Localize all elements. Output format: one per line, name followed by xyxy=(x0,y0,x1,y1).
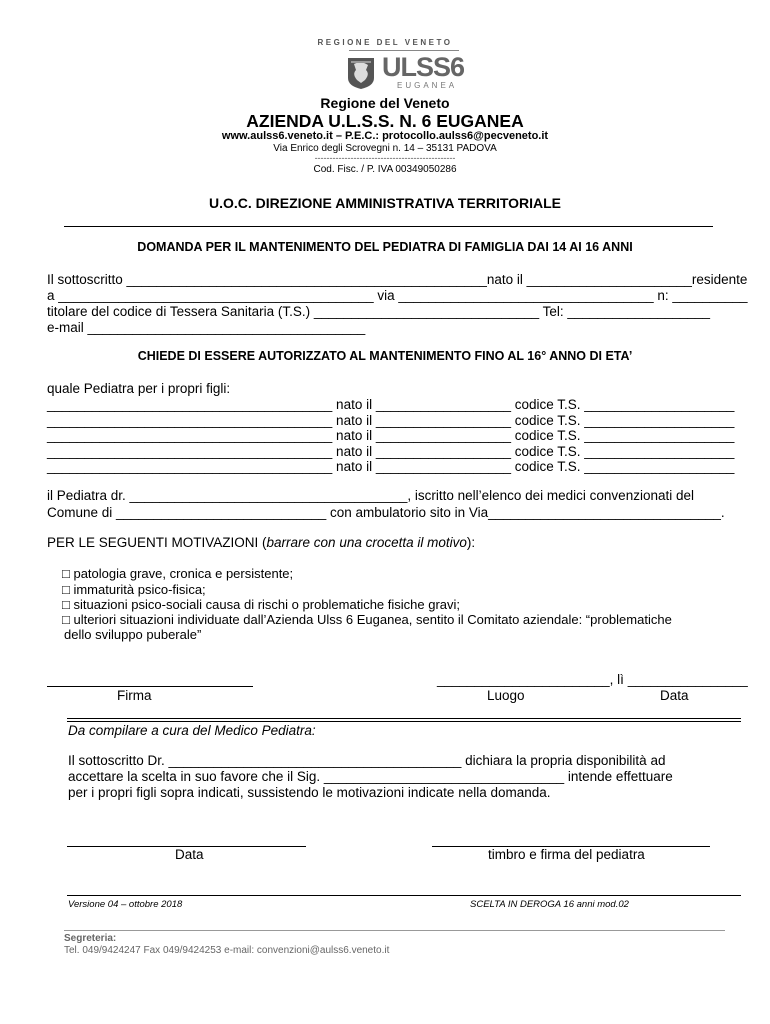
lion-crest-icon xyxy=(346,56,376,90)
medico-top-rule xyxy=(67,718,741,719)
data-label: Data xyxy=(660,688,689,703)
medico-line-1[interactable]: Il sottoscritto Dr. _______________________________________ dichiara la propria disponibilità ad xyxy=(68,753,666,768)
applicant-line-3[interactable]: titolare del codice di Tessera Sanitaria (T.S.) ______________________________ Tel: ___________________ xyxy=(47,304,711,319)
luogo-data-line[interactable]: _______________________, lì ________________ xyxy=(437,672,748,687)
motivations-intro xyxy=(47,535,475,550)
footer-rule xyxy=(67,895,741,896)
medico-line-3: per i propri figli sopra indicati, sussistendo le motivazioni indicate nella domanda. xyxy=(68,785,551,800)
motivations-intro-a: PER LE SEGUENTI MOTIVAZIONI ( xyxy=(47,535,267,550)
header-codice-fiscale: Cod. Fisc. / P. IVA 00349050286 xyxy=(313,164,457,175)
header-regione: Regione del Veneto xyxy=(320,95,450,111)
motivation-checkbox-4-cont: dello sviluppo puberale” xyxy=(64,627,202,642)
header-dashes: ----------------------------------------------- xyxy=(314,153,456,163)
header-web: www.aulss6.veneto.it – P.E.C.: protocollo.aulss6@pecveneto.it xyxy=(221,130,549,142)
logo-divider xyxy=(349,50,459,51)
children-intro: quale Pediatra per i propri figli: xyxy=(47,381,231,396)
firma-line[interactable] xyxy=(47,686,253,687)
motivation-checkbox-2[interactable]: □ immaturità psico-fisica; xyxy=(62,582,206,597)
medico-data-label: Data xyxy=(175,847,204,862)
logo-sub: EUGANEA xyxy=(397,81,458,90)
firma-label: Firma xyxy=(117,688,152,703)
uoc-title: U.O.C. DIREZIONE AMMINISTRATIVA TERRITORIALE xyxy=(208,195,562,211)
luogo-label: Luogo xyxy=(487,688,525,703)
segreteria-contacts: Tel. 049/9424247 Fax 049/9424253 e-mail: convenzioni@aulss6.veneto.it xyxy=(64,945,390,956)
child-row[interactable]: ______________________________________ nato il __________________ codice T.S. ____________________ xyxy=(47,444,735,459)
applicant-line-1[interactable]: Il sottoscritto ________________________________________________nato il ______________________residente xyxy=(47,272,748,287)
version-text: Versione 04 – ottobre 2018 xyxy=(68,899,183,910)
applicant-line-2[interactable]: a __________________________________________ via __________________________________ n: __________ xyxy=(47,288,748,303)
child-row[interactable]: ______________________________________ nato il __________________ codice T.S. ____________________ xyxy=(47,397,735,412)
child-row[interactable]: ______________________________________ nato il __________________ codice T.S. ____________________ xyxy=(47,428,735,443)
header-azienda: AZIENDA U.L.S.S. N. 6 EUGANEA xyxy=(246,111,524,131)
segreteria-rule xyxy=(64,930,725,931)
medico-heading: Da compilare a cura del Medico Pediatra: xyxy=(68,723,316,738)
request-heading: CHIEDE DI ESSERE AUTORIZZATO AL MANTENIMENTO FINO AL 16° ANNO DI ETA’ xyxy=(137,349,633,363)
medico-top-rule-2 xyxy=(67,721,741,722)
child-row[interactable]: ______________________________________ nato il __________________ codice T.S. ____________________ xyxy=(47,459,735,474)
motivations-intro-hint: barrare con una crocetta il motivo xyxy=(266,535,467,550)
pediatra-line-2[interactable]: Comune di ____________________________ con ambulatorio sito in Via_______________________________. xyxy=(47,505,725,520)
logo-region-text: REGIONE DEL VENETO xyxy=(317,38,453,47)
motivations-intro-c: ): xyxy=(466,535,476,550)
pediatra-line-1[interactable]: il Pediatra dr. _____________________________________, iscritto nell’elenco dei medici convenzionati del xyxy=(47,488,694,503)
child-row[interactable]: ______________________________________ nato il __________________ codice T.S. ____________________ xyxy=(47,413,735,428)
segreteria-label: Segreteria: xyxy=(64,933,117,944)
applicant-line-4[interactable]: e-mail _____________________________________ xyxy=(47,320,366,335)
uoc-rule xyxy=(64,226,713,227)
module-code: SCELTA IN DEROGA 16 anni mod.02 xyxy=(470,899,629,910)
medico-line-2[interactable]: accettare la scelta in suo favore che il Sig. ________________________________ intende effettuare xyxy=(68,769,673,784)
logo-brand: ULSS6 xyxy=(382,52,465,82)
motivation-checkbox-1[interactable]: □ patologia grave, cronica e persistente; xyxy=(62,566,294,581)
form-title: DOMANDA PER IL MANTENIMENTO DEL PEDIATRA DI FAMIGLIA DAI 14 AI 16 ANNI xyxy=(137,240,633,254)
motivation-checkbox-3[interactable]: □ situazioni psico-sociali causa di rischi o problematiche fisiche gravi; xyxy=(62,597,461,612)
timbro-label: timbro e firma del pediatra xyxy=(488,847,645,862)
header-address: Via Enrico degli Scrovegni n. 14 – 35131 PADOVA xyxy=(273,143,497,154)
motivation-checkbox-4[interactable]: □ ulteriori situazioni individuate dall’Azienda Ulss 6 Euganea, sentito il Comitato aziendale: “problematiche xyxy=(62,612,672,627)
